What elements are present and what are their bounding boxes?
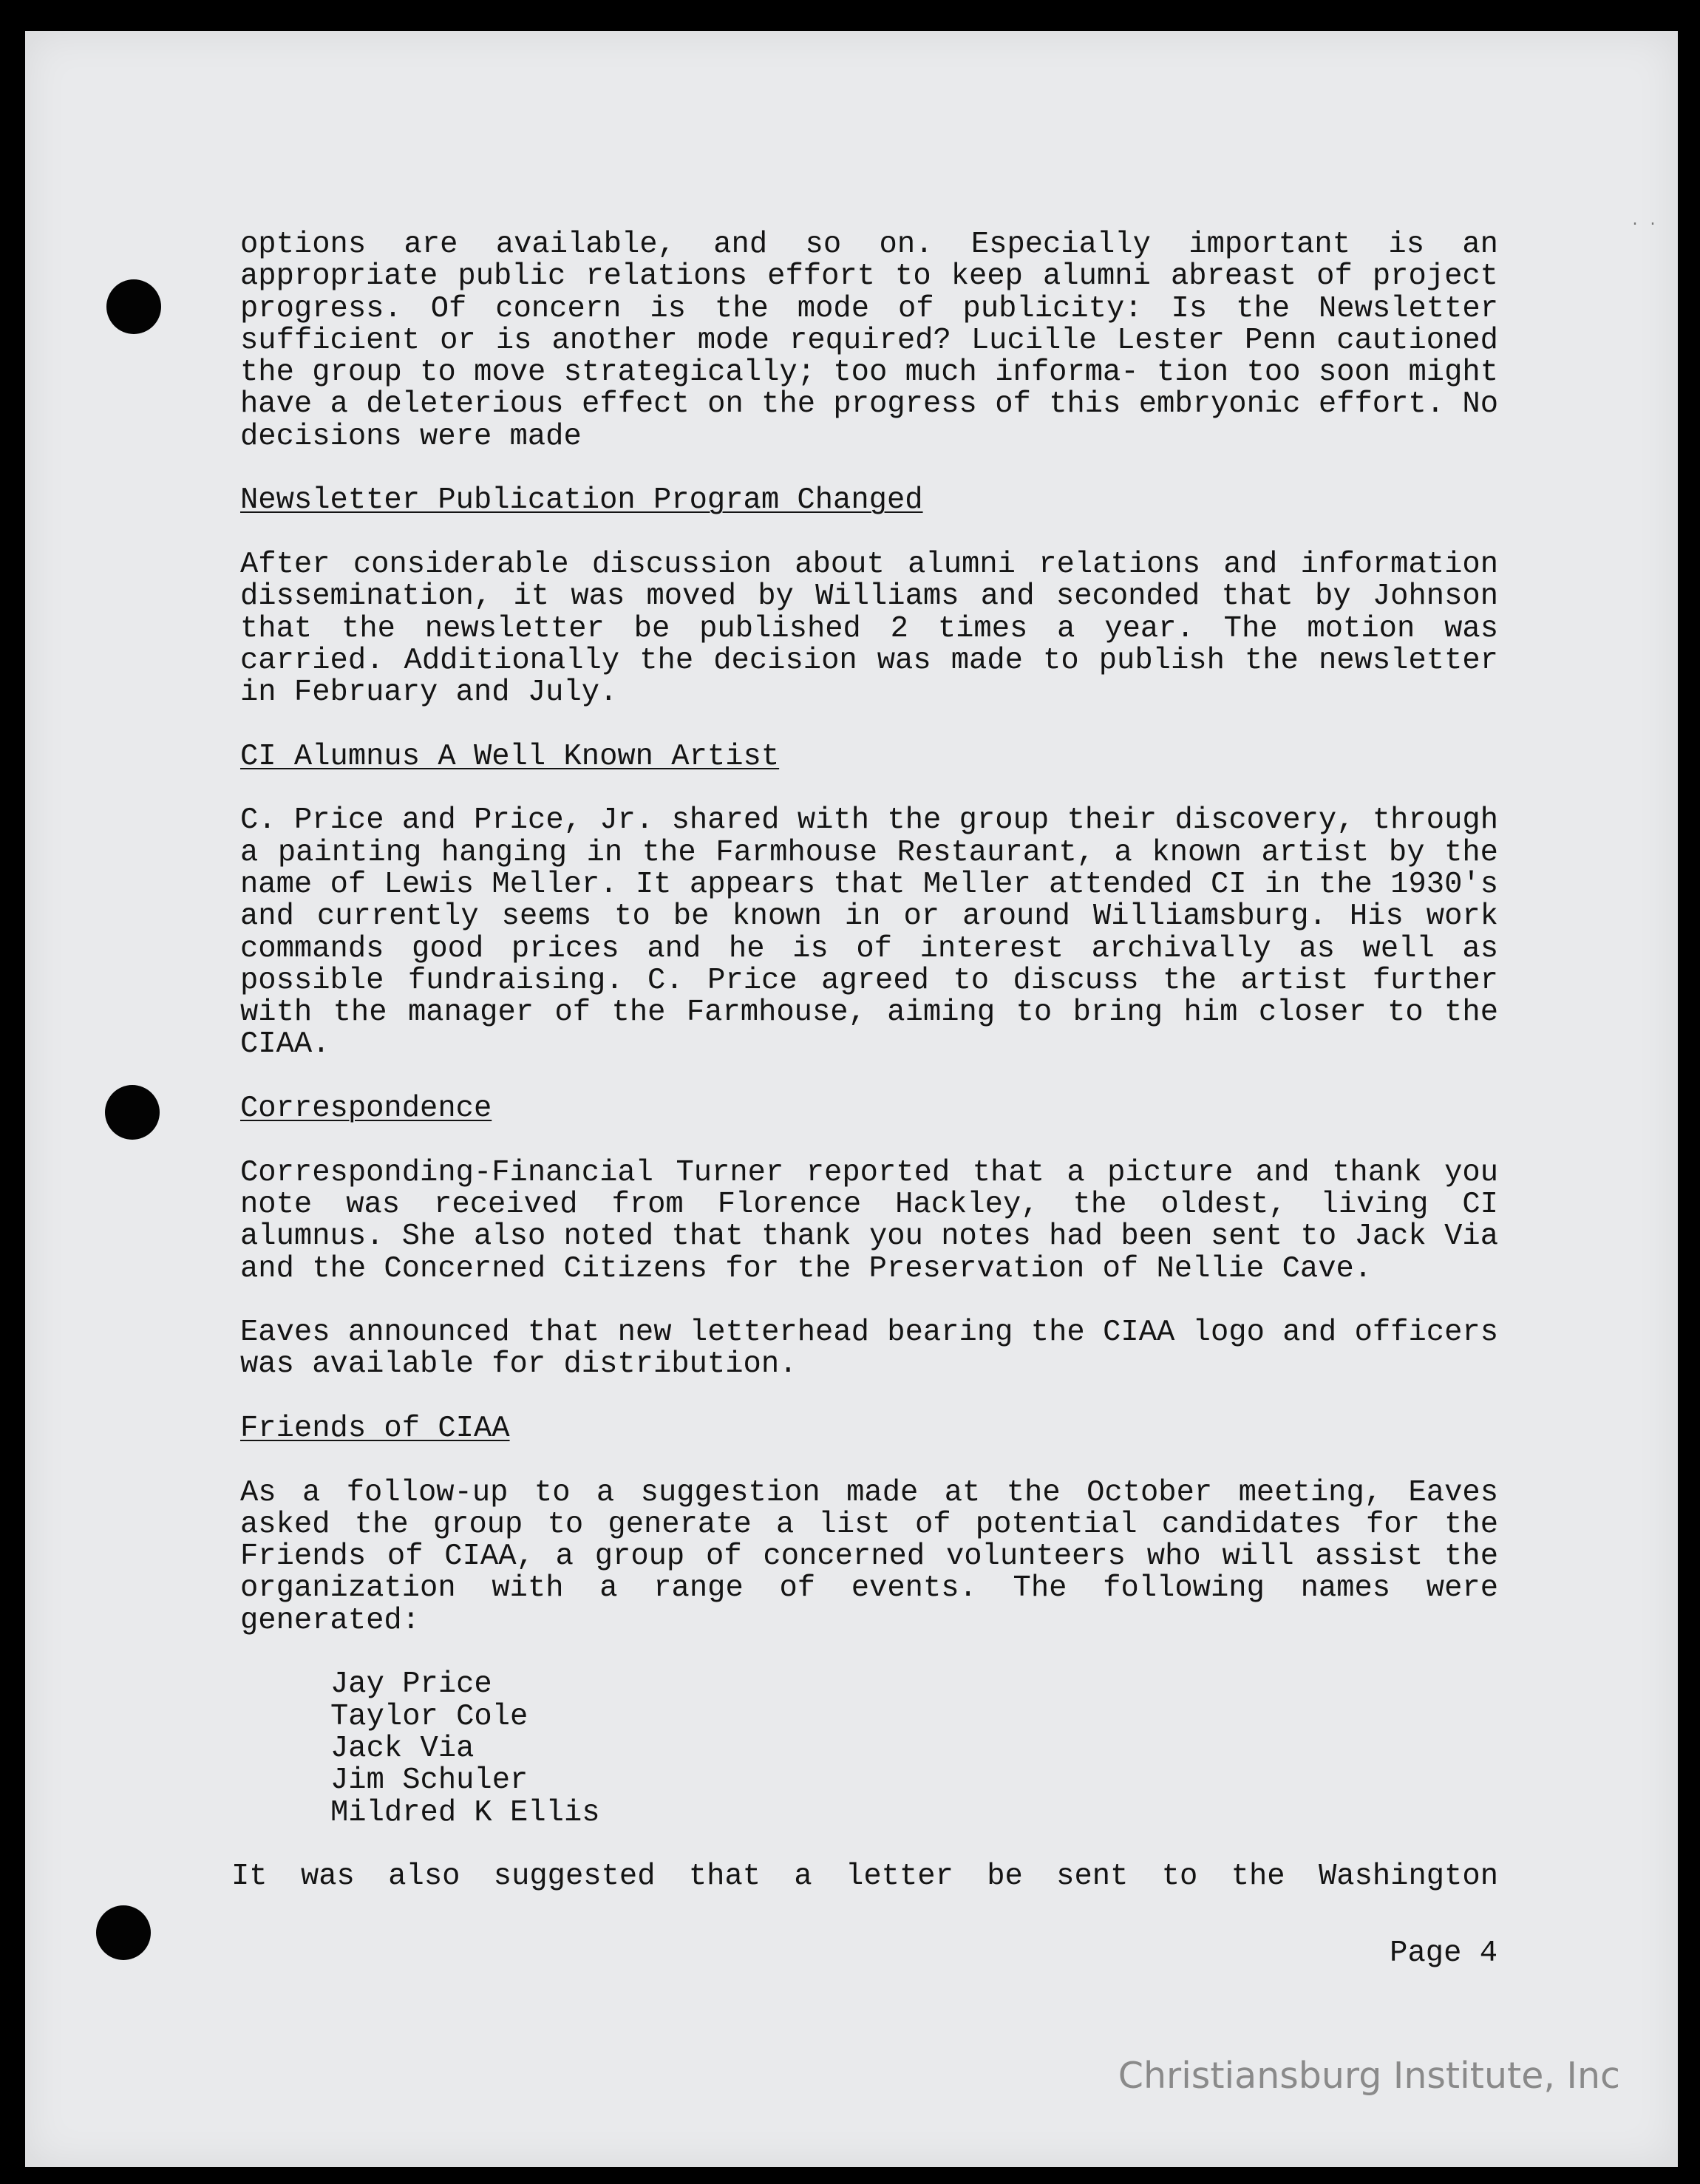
correspondence-paragraph: Corresponding-Financial Turner reported that a picture and thank you note was received from Florence Hackley, the oldest, living CI alumnus. She also noted that thank you notes had been sent to Jack Via and the Concerned Citizens for the Preservation of Nellie Cave. xyxy=(240,1155,1498,1286)
letterhead-paragraph: Eaves announced that new letterhead bearing the CIAA logo and officers was available for distribution. xyxy=(240,1316,1498,1382)
section-heading-artist: CI Alumnus A Well Known Artist xyxy=(240,739,780,774)
intro-paragraph: options are available, and so on. Especially important is an appropriate public relations effort to keep alumni abreast of project progress. Of concern is the mode of publicity: Is the Newsletter sufficient or is another mode required? Lucille Lester Penn cautioned the group to move strategically; too much informa- tion too soon might have a deleterious effect on the progress of this embryonic effort. No decisions were made xyxy=(240,228,1498,454)
binder-hole xyxy=(105,1085,160,1140)
binder-hole xyxy=(106,279,161,334)
list-item: Jay Price xyxy=(330,1667,492,1702)
page-number: Page 4 xyxy=(1390,1936,1497,1970)
candidate-names-list xyxy=(240,1669,1498,1828)
newsletter-paragraph: After considerable discussion about alumni relations and information dissemination, it was moved by Williams and seconded that by Johnson that the newsletter be published 2 times a year. The motion was carried. Additionally the decision was made to publish the newsletter in February and July. xyxy=(240,547,1498,710)
section-heading-friends: Friends of CIAA xyxy=(240,1411,510,1446)
section-heading-newsletter: Newsletter Publication Program Changed xyxy=(240,483,923,518)
list-item: Jack Via xyxy=(330,1731,475,1766)
section-heading-correspondence: Correspondence xyxy=(240,1092,492,1126)
list-item: Taylor Cole xyxy=(330,1699,528,1734)
document-body xyxy=(231,228,1498,1894)
closing-line: It was also suggested that a letter be sent to the Washington xyxy=(231,1860,1498,1894)
list-item: Jim Schuler xyxy=(330,1763,528,1798)
friends-paragraph: As a follow-up to a suggestion made at the October meeting, Eaves asked the group to generate a list of potential candidates for the Friends of CIAA, a group of concerned volunteers who will assist the organization with a range of events. The following names were generated: xyxy=(240,1475,1498,1638)
watermark: Christiansburg Institute, Inc xyxy=(1118,2055,1620,2097)
binder-hole xyxy=(96,1905,151,1960)
paper-speck: . . xyxy=(1631,213,1658,230)
artist-paragraph: C. Price and Price, Jr. shared with the group their discovery, through a painting hanging in the Farmhouse Restaurant, a known artist by the name of Lewis Meller. It appears that Meller attended CI in the 1930's and currently seems to be known in or around Williamsburg. His work commands good prices and he is of interest archivally as well as possible fundraising. C. Price agreed to discuss the artist further with the manager of the Farmhouse, aiming to bring him closer to the CIAA. xyxy=(240,803,1498,1062)
list-item: Mildred K Ellis xyxy=(330,1795,600,1830)
